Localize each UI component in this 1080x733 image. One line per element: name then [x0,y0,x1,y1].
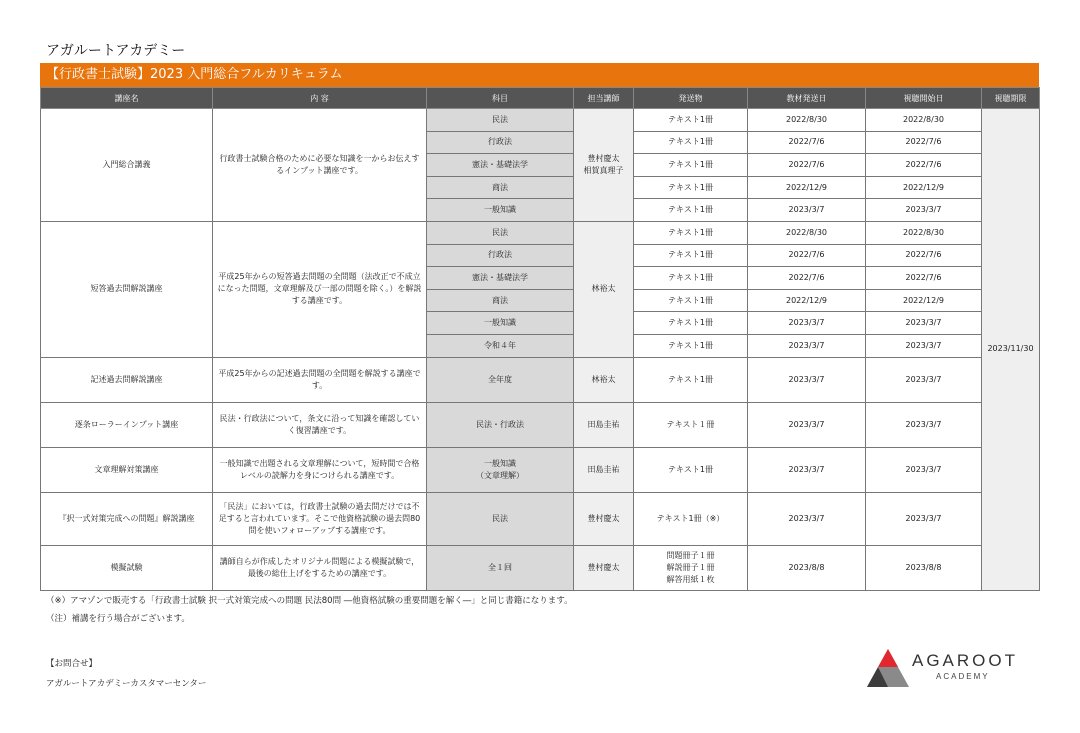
ship-date-cell: 2023/3/7 [748,402,866,447]
course-title-banner: 【行政書士試験】2023 入門総合フルカリキュラム [40,63,1039,87]
header-content: 内 容 [213,88,427,109]
start-date-cell: 2022/7/6 [866,131,982,154]
subject-line: （文章理解） [476,470,524,480]
shipment-line: 解説冊子１冊 [666,562,715,572]
footnote-supplementary: （注）補講を行う場合がございます。 [46,614,190,624]
shipment-cell: テキスト1冊 [634,131,748,154]
header-ship-date: 教材発送日 [748,88,866,109]
header-subject: 科目 [427,88,574,109]
shipment-cell [634,545,748,590]
header-course: 講座名 [41,88,213,109]
header-period: 視聴期限 [982,88,1040,109]
start-date-cell: 2023/3/7 [866,312,982,335]
shipment-cell: テキスト1冊 [634,221,748,244]
subject-cell: 全年度 [427,357,574,402]
start-date-cell: 2022/8/30 [866,221,982,244]
header-lecturer: 担当講師 [574,88,634,109]
subject-cell: 行政法 [427,244,574,267]
start-date-cell: 2022/7/6 [866,154,982,177]
subject-cell: 商法 [427,289,574,312]
table-row [41,545,1040,590]
course-description: 講師自らが作成したオリジナル問題による模擬試験で，最後の総仕上げをするための講座です。 [213,545,427,590]
shipment-cell: テキスト1冊 [634,267,748,290]
org-name: アガルートアカデミー [46,43,186,59]
subject-cell: 一般知識 [427,312,574,335]
ship-date-cell: 2023/3/7 [748,334,866,357]
start-date-cell: 2023/3/7 [866,334,982,357]
ship-date-cell: 2023/8/8 [748,545,866,590]
shipment-cell: テキスト1冊 [634,199,748,222]
shipment-cell: テキスト1冊 [634,109,748,132]
lecturer-cell: 林裕太 [574,221,634,357]
lecturer-cell: 豊村慶太 [574,545,634,590]
course-name: 短答過去問解説講座 [41,221,213,357]
header-shipment: 発送物 [634,88,748,109]
ship-date-cell: 2023/3/7 [748,492,866,545]
triangle-logo-icon [866,648,910,688]
start-date-cell: 2022/8/30 [866,109,982,132]
lecturer-cell [574,109,634,222]
start-date-cell: 2023/8/8 [866,545,982,590]
course-description: 民法・行政法について，条文に沿って知識を確認していく復習講座です。 [213,402,427,447]
subject-cell: 一般知識 [427,199,574,222]
table-row [41,357,1040,402]
subject-cell: 民法・行政法 [427,402,574,447]
ship-date-cell: 2022/7/6 [748,244,866,267]
subject-cell: 憲法・基礎法学 [427,154,574,177]
table-row [41,109,1040,132]
shipment-cell: テキスト1冊 [634,154,748,177]
start-date-cell: 2022/12/9 [866,176,982,199]
lecturer-name: 相賀真理子 [583,165,624,175]
lecturer-cell: 田島圭祐 [574,402,634,447]
shipment-line: 問題冊子１冊 [666,550,715,560]
start-date-cell: 2022/7/6 [866,244,982,267]
course-name: 『択一式対策完成への問題』解説講座 [41,492,213,545]
course-description: 一般知識で出題される文章理解について，短時間で合格レベルの読解力を身につけられる講座です。 [213,447,427,492]
ship-date-cell: 2022/7/6 [748,154,866,177]
subject-cell: 憲法・基礎法学 [427,267,574,290]
shipment-cell: テキスト1冊 [634,289,748,312]
ship-date-cell: 2022/7/6 [748,267,866,290]
course-name: 記述過去問解説講座 [41,357,213,402]
course-name: 文章理解対策講座 [41,447,213,492]
course-description: 平成25年からの記述過去問題の全問題を解説する講座です。 [213,357,427,402]
course-name: 模擬試験 [41,545,213,590]
logo-subtitle: ACADEMY [936,672,990,681]
shipment-cell: テキスト１冊 [634,402,748,447]
subject-cell: 行政法 [427,131,574,154]
lecturer-cell: 豊村慶太 [574,492,634,545]
course-name: 入門総合講義 [41,109,213,222]
lecturer-cell: 田島圭祐 [574,447,634,492]
footnote-amazon: （※）アマゾンで販売する「行政書士試験 択一式対策完成への問題 民法80問 ―他資格試験の重要問題を解く―」と同じ書籍になります。 [46,596,573,606]
viewing-period-cell: 2023/11/30 [982,109,1040,591]
ship-date-cell: 2022/8/30 [748,221,866,244]
start-date-cell: 2023/3/7 [866,447,982,492]
subject-cell: 令和４年 [427,334,574,357]
subject-cell [427,447,574,492]
subject-line: 一般知識 [484,458,516,468]
start-date-cell: 2022/7/6 [866,267,982,290]
lecturer-name: 豊村慶太 [587,153,620,163]
shipment-cell: テキスト1冊（※） [634,492,748,545]
ship-date-cell: 2023/3/7 [748,447,866,492]
table-header-row [41,88,1040,109]
table-row [41,402,1040,447]
shipment-line: 解答用紙１枚 [666,574,715,584]
subject-cell: 全１回 [427,545,574,590]
shipment-cell: テキスト1冊 [634,312,748,335]
ship-date-cell: 2022/8/30 [748,109,866,132]
start-date-cell: 2023/3/7 [866,357,982,402]
subject-cell: 民法 [427,221,574,244]
subject-cell: 民法 [427,109,574,132]
start-date-cell: 2023/3/7 [866,492,982,545]
start-date-cell: 2023/3/7 [866,402,982,447]
contact-heading: 【お問合せ】 [46,659,98,669]
header-start-date: 視聴開始日 [866,88,982,109]
start-date-cell: 2023/3/7 [866,199,982,222]
ship-date-cell: 2022/12/9 [748,289,866,312]
ship-date-cell: 2022/12/9 [748,176,866,199]
shipment-cell: テキスト1冊 [634,244,748,267]
agaroot-logo [866,648,1046,690]
course-name: 逐条ローラーインプット講座 [41,402,213,447]
shipment-cell: テキスト1冊 [634,357,748,402]
shipment-cell: テキスト1冊 [634,176,748,199]
subject-cell: 商法 [427,176,574,199]
lecturer-cell: 林裕太 [574,357,634,402]
ship-date-cell: 2023/3/7 [748,199,866,222]
course-description: 行政書士試験合格のために必要な知識を一からお伝えするインプット講座です。 [213,109,427,222]
shipment-cell: テキスト1冊 [634,447,748,492]
subject-cell: 民法 [427,492,574,545]
table-row [41,447,1040,492]
course-description: 平成25年からの短答過去問題の全問題（法改正で不成立になった問題，文章理解及び一部の問題を除く。）を解説する講座です。 [213,221,427,357]
start-date-cell: 2022/12/9 [866,289,982,312]
shipment-cell: テキスト1冊 [634,334,748,357]
contact-name: アガルートアカデミーカスタマーセンター [46,679,207,689]
table-row [41,492,1040,545]
ship-date-cell: 2022/7/6 [748,131,866,154]
table-row [41,221,1040,244]
ship-date-cell: 2023/3/7 [748,312,866,335]
logo-wordmark: AGAROOT [912,651,1019,670]
curriculum-table [40,87,1040,591]
ship-date-cell: 2023/3/7 [748,357,866,402]
course-description: 「民法」においては，行政書士試験の過去問だけでは不足すると言われています。そこで他資格試験の過去問80問を使いフォローアップする講座です。 [213,492,427,545]
